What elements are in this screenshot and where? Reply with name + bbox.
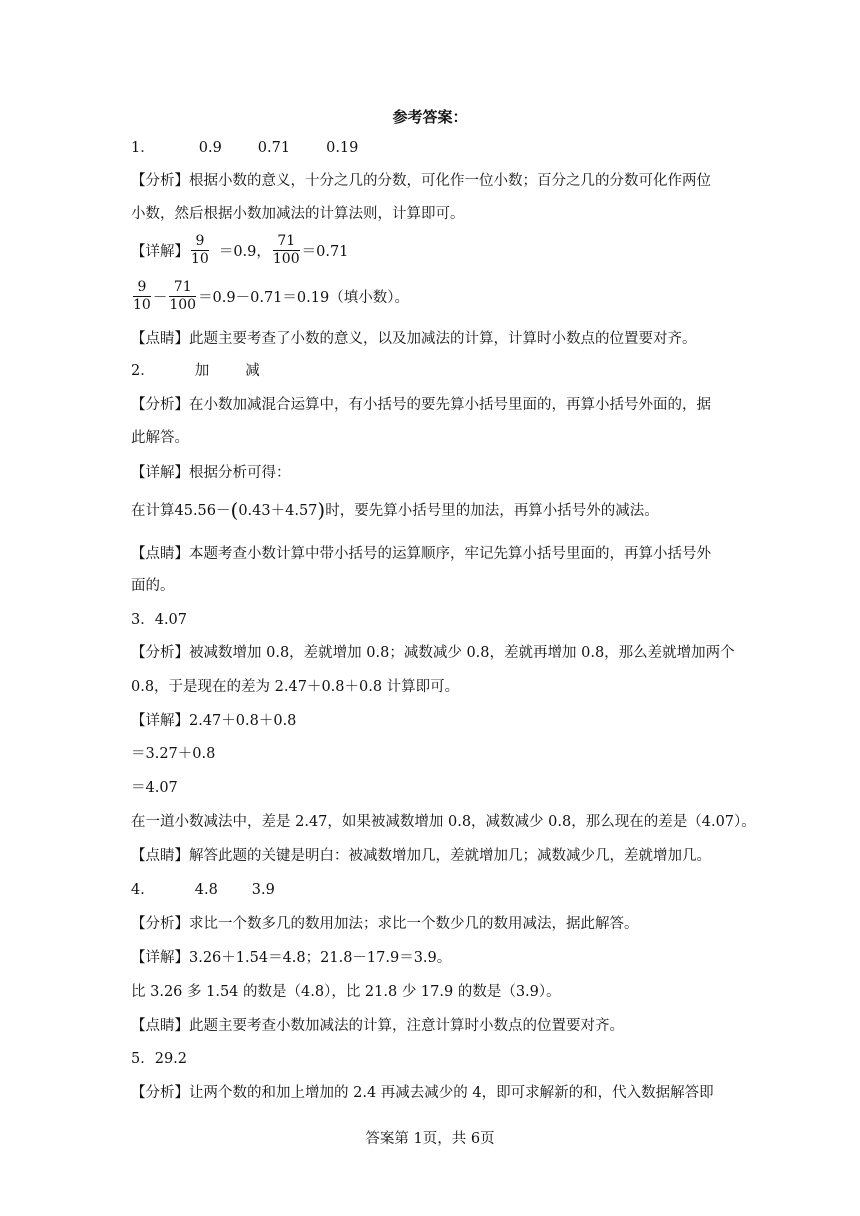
q1-analysis-line-2: 小数，然后根据小数加减法的计算法则，计算即可。	[131, 206, 465, 222]
q1-detail-line-1	[131, 233, 348, 268]
q1-point: 【点睛】此题主要考查了小数的意义，以及加减法的计算，计算时小数点的位置要对齐。	[131, 331, 697, 347]
q2-calc-prefix: 在计算	[131, 503, 175, 519]
q1-number: 1．	[131, 140, 155, 156]
q2-calc-suffix: 时，要先算小括号里的加法，再算小括号外的减法。	[325, 503, 659, 519]
q2-point-line-1: 【点睛】本题考查小数计算中带小括号的运算顺序，牢记先算小括号里面的，再算小括号外	[131, 546, 711, 562]
q2-answer-1: 加	[194, 363, 210, 379]
q2-number: 2．	[131, 363, 155, 379]
q1-detail-tag: 【详解】	[131, 244, 189, 260]
fraction-9-10: $\frac{9}{10}$	[191, 233, 209, 267]
q4-answer-1: 4.8	[194, 882, 218, 898]
q4-point: 【点睛】此题主要考查小数加减法的计算，注意计算时小数点的位置要对齐。	[131, 1018, 624, 1034]
q1-answer-line	[131, 136, 358, 157]
left-paren: (	[230, 498, 239, 522]
page-title: 参考答案：	[392, 108, 468, 126]
q1-detail-result: ＝0.9－0.71＝0.19（填小数）。	[198, 290, 409, 306]
q2-expression-a: 45.56－	[174, 503, 231, 519]
q2-point-line-2: 面的。	[131, 578, 175, 594]
q4-detail-line-1: 【详解】3.26＋1.54＝4.8；21.8－17.9＝3.9。	[131, 950, 452, 966]
q4-analysis: 【分析】求比一个数多几的数用加法；求比一个数少几的数用减法，据此解答。	[131, 916, 639, 932]
q4-answer-line	[131, 878, 275, 899]
q1-detail-line-2	[131, 279, 409, 314]
minus-sign: －	[152, 290, 168, 306]
q3-answer-line: 3．4.07	[131, 612, 188, 628]
q2-expression-b: 0.43＋4.57	[238, 503, 318, 519]
q1-analysis-line-1: 【分析】根据小数的意义，十分之几的分数，可化作一位小数；百分之几的分数可化作两位	[131, 173, 711, 189]
q2-analysis-line-1: 【分析】在小数加减混合运算中，有小括号的要先算小括号里面的，再算小括号外面的，据	[131, 397, 711, 413]
q4-answer-2: 3.9	[251, 882, 275, 898]
q3-detail-line-1: 【详解】2.47＋0.8＋0.8	[131, 713, 297, 729]
q1-answer-3: 0.19	[326, 140, 359, 156]
q1-fraction-2-result: ＝0.71	[301, 244, 349, 260]
q5-answer-line: 5．29.2	[131, 1051, 188, 1067]
q3-point: 【点睛】解答此题的关键是明白：被减数增加几，差就增加几；减数减少几，差就增加几。	[131, 848, 711, 864]
fraction-71-100: $\frac{71}{100}$	[272, 233, 300, 267]
q4-detail-line-2: 比 3.26 多 1.54 的数是（4.8），比 21.8 少 17.9 的数是（3.9）。	[131, 984, 561, 1000]
q1-answer-1: 0.9	[198, 140, 222, 156]
q3-detail-line-3: ＝4.07	[131, 780, 178, 796]
q3-analysis-line-2: 0.8，于是现在的差为 2.47＋0.8＋0.8 计算即可。	[131, 679, 460, 695]
q3-analysis-line-1: 【分析】被减数增加 0.8，差就增加 0.8；减数减少 0.8，差就再增加 0.8，那么差就增加两个	[131, 645, 735, 661]
q3-detail-line-2: ＝3.27＋0.8	[131, 746, 216, 762]
q4-number: 4．	[131, 882, 155, 898]
q5-analysis-line-1: 【分析】让两个数的和加上增加的 2.4 再减去减少的 4，即可求解新的和，代入数据解答即	[131, 1085, 714, 1101]
q2-calc-line	[131, 498, 659, 522]
q2-answer-2: 减	[245, 363, 260, 379]
page-footer: 答案第 1页，共 6页	[365, 1131, 495, 1147]
right-paren: )	[317, 498, 326, 522]
q2-analysis-line-2: 此解答。	[131, 430, 189, 446]
fraction-71-100: $\frac{71}{100}$	[169, 279, 197, 313]
q3-detail-line-4: 在一道小数减法中，差是 2.47，如果被减数增加 0.8，减数减少 0.8，那么现在的差是（4.07）。	[131, 814, 756, 830]
q1-fraction-1-result: ＝0.9，	[218, 244, 271, 260]
fraction-9-10: $\frac{9}{10}$	[133, 279, 151, 313]
q2-answer-line	[131, 359, 260, 380]
q1-answer-2: 0.71	[257, 140, 291, 156]
q2-detail: 【详解】根据分析可得：	[131, 465, 291, 481]
